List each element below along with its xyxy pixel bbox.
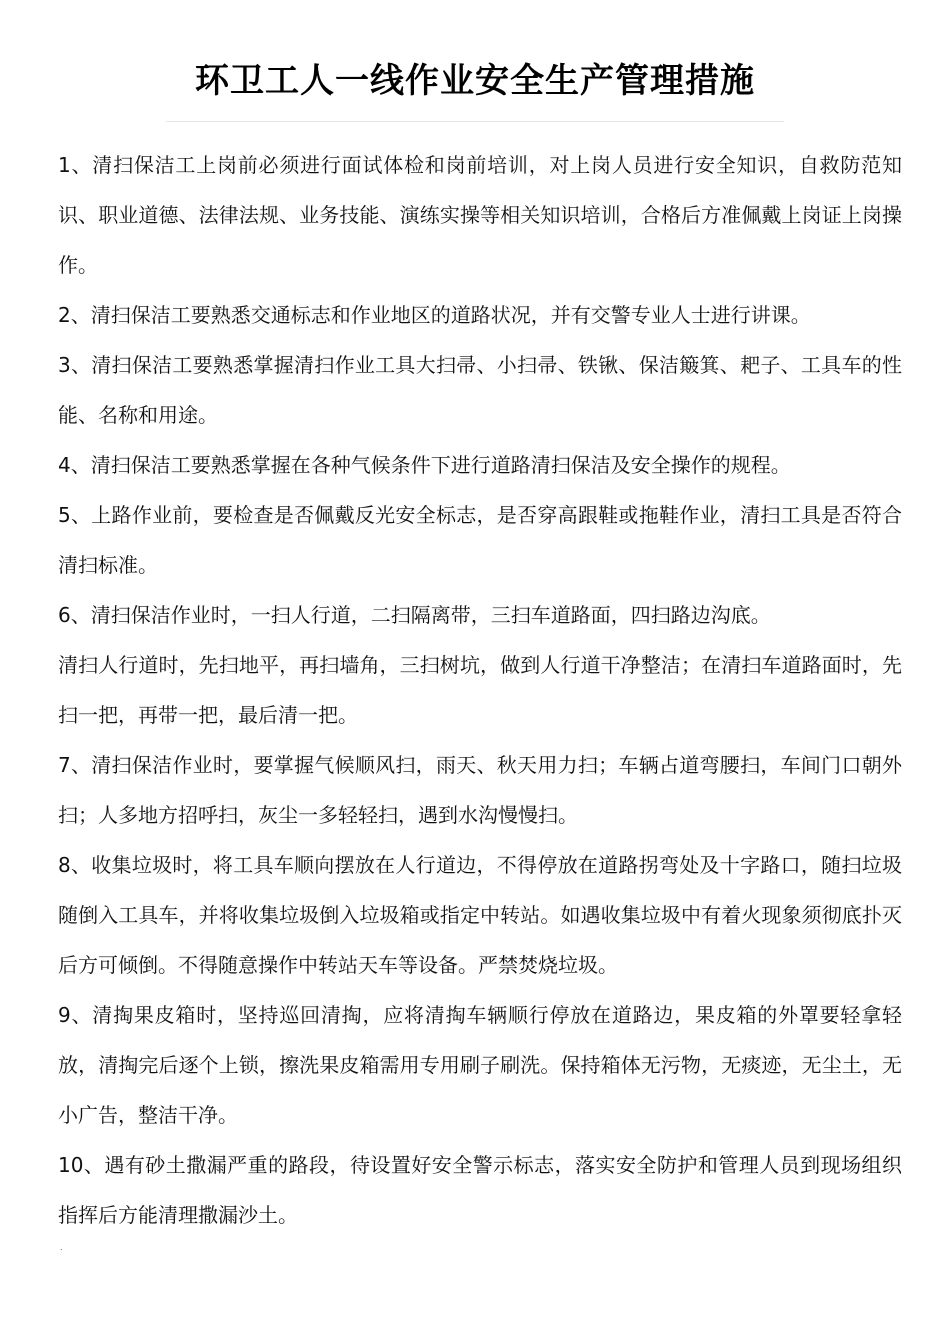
paragraph-1: 1、清扫保洁工上岗前必须进行面试体检和岗前培训，对上岗人员进行安全知识，自救防范知识、职业道德、法律法规、业务技能、演练实操等相关知识培训，合格后方准佩戴上岗证上岗操作。 xyxy=(58,153,902,277)
title-block xyxy=(166,52,784,122)
paragraph-10: 10、遇有砂土撒漏严重的路段，待设置好安全警示标志，落实安全防护和管理人员到现场组织指挥后方能清理撒漏沙土。 xyxy=(58,1153,902,1227)
paragraph-4: 4、清扫保洁工要熟悉掌握在各种气候条件下进行道路清扫保洁及安全操作的规程。 xyxy=(58,453,791,477)
paragraph-3: 3、清扫保洁工要熟悉掌握清扫作业工具大扫帚、小扫帚、铁锹、保洁簸箕、耙子、工具车的性能、名称和用途。 xyxy=(58,353,902,427)
paragraph-5: 5、上路作业前，要检查是否佩戴反光安全标志，是否穿高跟鞋或拖鞋作业，清扫工具是否符合清扫标准。 xyxy=(58,503,902,577)
trailing-mark: . xyxy=(60,1243,63,1252)
document-body xyxy=(58,140,902,1240)
paragraph-6: 6、清扫保洁作业时，一扫人行道，二扫隔离带，三扫车道路面，四扫路边沟底。 xyxy=(58,603,771,627)
paragraph-9: 9、清掏果皮箱时，坚持巡回清掏，应将清掏车辆顺行停放在道路边，果皮箱的外罩要轻拿轻放，清掏完后逐个上锁，擦洗果皮箱需用专用刷子刷洗。保持箱体无污物，无痰迹，无尘土，无小广告，整洁干净。 xyxy=(58,1003,902,1127)
paragraph-8: 8、收集垃圾时，将工具车顺向摆放在人行道边，不得停放在道路拐弯处及十字路口，随扫垃圾随倒入工具车，并将收集垃圾倒入垃圾箱或指定中转站。如遇收集垃圾中有着火现象须彻底扑灭后方可倾倒。不得随意操作中转站天车等设备。严禁焚烧垃圾。 xyxy=(58,853,902,977)
paragraph-2: 2、清扫保洁工要熟悉交通标志和作业地区的道路状况，并有交警专业人士进行讲课。 xyxy=(58,303,811,327)
paragraph-7: 7、清扫保洁作业时，要掌握气候顺风扫，雨天、秋天用力扫；车辆占道弯腰扫，车间门口朝外扫；人多地方招呼扫，灰尘一多轻轻扫，遇到水沟慢慢扫。 xyxy=(58,753,902,827)
paragraph-6-detail: 清扫人行道时，先扫地平，再扫墙角，三扫树坑，做到人行道干净整洁；在清扫车道路面时，先扫一把，再带一把，最后清一把。 xyxy=(58,653,902,727)
document-title: 环卫工人一线作业安全生产管理措施 xyxy=(195,61,755,101)
